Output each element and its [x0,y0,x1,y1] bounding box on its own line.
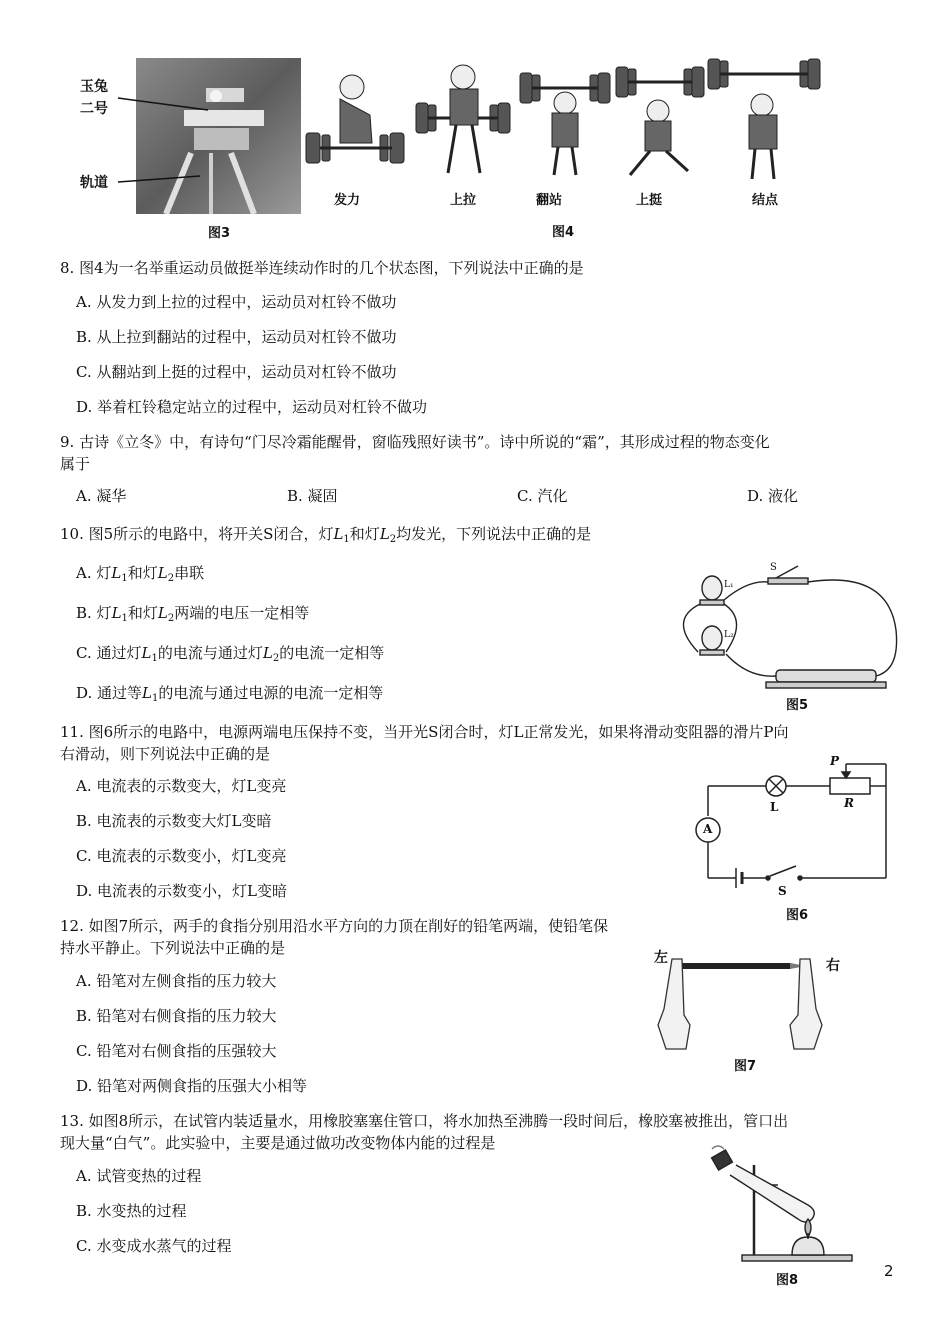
q13-option-a: A. 试管变热的过程 [76,1167,202,1185]
fig6-caption: 图6 [786,908,809,923]
q11-stem-line1: 11. 图6所示的电路中，电源两端电压保持不变，当开光S闭合时，灯L正常发光，如果将滑动变阻器的滑片P向 [60,723,789,741]
q9-option-d: D. 液化 [747,487,799,505]
fig5-switch-label: S [770,562,777,573]
page-number: 2 [884,1262,894,1280]
fig6-slider-label: P [830,754,840,768]
figure-3 [80,58,305,243]
q8-option-c: C. 从翻站到上挺的过程中，运动员对杠铃不做功 [76,363,397,381]
q12-option-c: C. 铅笔对右侧食指的压强较大 [76,1042,277,1060]
fig4-stage-5: 结点 [752,193,779,208]
fig4-stage-4: 上挺 [636,193,663,208]
fig7-pencil-hands [650,945,850,1055]
q9-option-a: A. 凝华 [76,487,127,505]
q12-option-a: A. 铅笔对左侧食指的压力较大 [76,972,277,990]
figure-6 [690,754,895,923]
q9-option-c: C. 汽化 [517,487,568,505]
fig4-stage-3: 翻站 [536,193,563,208]
fig3-caption: 图3 [208,226,231,241]
q10-option-c: C. 通过灯$L_1$的电流与通过灯$L_2$的电流一定相等 [76,644,385,664]
q11-option-d: D. 电流表的示数变小，灯L变暗 [76,882,287,900]
q9-stem-line1: 9. 古诗《立冬》中，有诗句“门尽冷霜能醒骨，窗临残照好读书”。诗中所说的“霜”，其形成过程的物态变化 [60,433,770,451]
fig6-lamp-label: L [770,800,779,814]
figure-7 [650,945,850,1075]
fig5-lamp2-label: L₂ [724,630,734,640]
figure-5 [668,560,900,712]
q10-option-a: A. 灯$L_1$和灯$L_2$串联 [76,564,205,584]
fig3-label-rover: 玉兔 二号 [80,79,108,117]
q8-option-d: D. 举着杠铃稳定站立的过程中，运动员对杠铃不做功 [76,398,428,416]
fig7-caption: 图7 [734,1059,757,1074]
fig6-circuit [690,758,895,898]
q11-option-c: C. 电流表的示数变小，灯L变亮 [76,847,287,865]
q13-option-c: C. 水变成水蒸气的过程 [76,1237,232,1255]
q8-option-b: B. 从上拉到翻站的过程中，运动员对杠铃不做功 [76,328,397,346]
q13-stem-line2: 现大量“白气”。此实验中，主要是通过做功改变物体内能的过程是 [60,1134,496,1152]
q13-option-b: B. 水变热的过程 [76,1202,187,1220]
q12-option-b: B. 铅笔对右侧食指的压力较大 [76,1007,277,1025]
weightlifter-illustration [300,55,840,185]
fig3-pointer-lines [80,58,305,218]
fig7-left-label: 左 [654,950,668,966]
fig5-lamp1-label: L₁ [724,580,734,590]
figure-4 [300,55,840,240]
fig5-circuit [668,560,900,695]
q13-stem-line1: 13. 如图8所示，在试管内装适量水，用橡胶塞塞住管口，将水加热至沸腾一段时间后，橡胶塞被推出，管口出 [60,1112,789,1130]
fig3-label-track: 轨道 [80,175,108,191]
q8-option-a: A. 从发力到上拉的过程中，运动员对杠铃不做功 [76,293,397,311]
fig6-ammeter-label: A [703,822,713,836]
figure-8 [708,1145,858,1290]
q9-stem-line2: 属于 [60,455,91,473]
q9-option-b: B. 凝固 [287,487,338,505]
fig4-stage-1: 发力 [334,193,361,208]
q11-stem-line2: 右滑动，则下列说法中正确的是 [60,745,271,763]
fig8-test-tube-apparatus [708,1145,858,1270]
fig5-caption: 图5 [786,698,809,713]
fig6-switch-label: S [778,884,787,898]
fig8-caption: 图8 [776,1273,799,1288]
q12-stem-line2: 持水平静止。下列说法中正确的是 [60,939,286,957]
q12-option-d: D. 铅笔对两侧食指的压强大小相等 [76,1077,308,1095]
q10-stem: 10. 图5所示的电路中，将开关S闭合，灯$L_1$和灯$L_2$均发光，下列说法中正确的是 [60,525,592,545]
q11-option-a: A. 电流表的示数变大，灯L变亮 [76,777,287,795]
q12-stem-line1: 12. 如图7所示，两手的食指分别用沿水平方向的力顶在削好的铅笔两端，使铅笔保 [60,917,609,935]
q10-option-b: B. 灯$L_1$和灯$L_2$两端的电压一定相等 [76,604,310,624]
fig7-right-label: 右 [826,958,840,974]
q11-option-b: B. 电流表的示数变大灯L变暗 [76,812,272,830]
q8-stem: 8. 图4为一名举重运动员做挺举连续动作时的几个状态图，下列说法中正确的是 [60,259,584,277]
q10-option-d: D. 通过等$L_1$的电流与通过电源的电流一定相等 [76,684,384,704]
fig6-resistor-label: R [844,796,854,810]
fig4-stage-2: 上拉 [450,193,477,208]
fig4-caption: 图4 [552,225,575,240]
